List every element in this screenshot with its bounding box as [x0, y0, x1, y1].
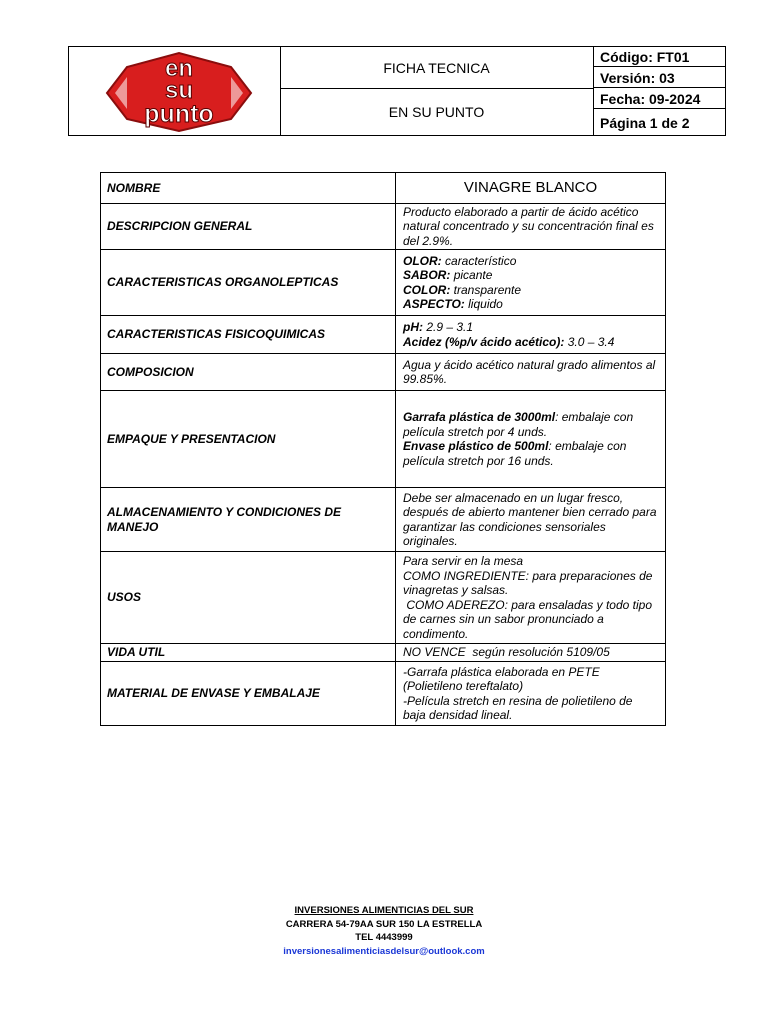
table-row [101, 662, 666, 726]
logo-text-line-2: su [164, 77, 194, 104]
table-row [101, 173, 666, 204]
company-name: INVERSIONES ALIMENTICIAS DEL SUR [294, 905, 474, 916]
nombre-value: VINAGRE BLANCO [396, 173, 666, 204]
table-row [101, 552, 666, 644]
vida-value: NO VENCE según resolución 5109/05 [396, 644, 666, 662]
document-header [68, 46, 726, 136]
ph-value: 2.9 – 3.1 [426, 320, 474, 334]
codigo-field: Código: FT01 [594, 47, 726, 67]
sabor-value: picante [453, 268, 493, 282]
olor-label: OLOR: [403, 253, 442, 268]
company-phone: TEL 4443999 [355, 932, 413, 943]
en-su-punto-logo [105, 51, 253, 133]
material-line: -Garrafa plástica elaborada en PETE (Polietileno tereftalato) [403, 664, 600, 693]
composicion-label: COMPOSICION [101, 354, 396, 391]
ph-label: pH: [403, 320, 423, 334]
aspecto-value: liquido [468, 297, 503, 311]
envase-value: : embalaje con película stretch por 16 unds. [403, 439, 627, 468]
usos-value [396, 552, 666, 644]
aspecto-label: ASPECTO: [403, 297, 465, 311]
document-control-block [594, 47, 726, 135]
garrafa-label: Garrafa plástica de 3000ml [403, 410, 556, 424]
logo-text-line-1: en [164, 55, 194, 82]
fisicoquimicas-label: CARACTERISTICAS FISICOQUIMICAS [101, 316, 396, 354]
table-row [101, 644, 666, 662]
sabor-label: SABOR: [403, 268, 451, 282]
color-label: COLOR: [403, 282, 451, 297]
fecha-field: Fecha: 09-2024 [594, 89, 726, 109]
usos-line: COMO INGREDIENTE: para preparaciones de vinagretas y salsas. [403, 568, 653, 597]
table-row [101, 391, 666, 488]
usos-line: COMO ADEREZO: para ensaladas y todo tipo de carnes sin un sabor pronunciado a condimento. [403, 597, 656, 641]
acidez-value: 3.0 – 3.4 [567, 334, 615, 349]
table-row [101, 204, 666, 250]
table-row [101, 316, 666, 354]
descripcion-label: DESCRIPCION GENERAL [101, 204, 396, 250]
usos-label: USOS [101, 552, 396, 644]
document-footer [0, 904, 768, 958]
color-value: transparente [453, 282, 522, 297]
document-subtitle: EN SU PUNTO [388, 104, 485, 120]
material-line: -Película stretch en resina de polietileno de baja densidad lineal. [403, 693, 633, 722]
usos-line: Para servir en la mesa [403, 554, 524, 568]
vida-label: VIDA UTIL [101, 644, 396, 662]
material-value [396, 662, 666, 726]
spec-table [100, 172, 666, 726]
document-title: FICHA TECNICA [280, 47, 593, 89]
acidez-label: Acidez (%p/v ácido acético): [403, 334, 565, 349]
envase-label: Envase plástico de 500ml [403, 439, 549, 453]
logo-text-line-3: punto [144, 100, 214, 128]
company-email-link[interactable]: inversionesalimenticiasdelsur@outlook.com [283, 945, 485, 957]
organolepticas-value [396, 250, 666, 316]
almacenamiento-value: Debe ser almacenado en un lugar fresco, después de abierto mantener bien cerrado para garantizar las condiciones sensoriales originales. [396, 488, 666, 552]
almacenamiento-label: ALMACENAMIENTO Y CONDICIONES DE MANEJO [101, 488, 396, 552]
version-field: Versión: 03 [594, 68, 726, 88]
table-row [101, 354, 666, 391]
table-row [101, 250, 666, 316]
material-label: MATERIAL DE ENVASE Y EMBALAJE [101, 662, 396, 726]
organolepticas-label: CARACTERISTICAS ORGANOLEPTICAS [101, 250, 396, 316]
header-title-block [280, 47, 594, 135]
descripcion-value: Producto elaborado a partir de ácido acético natural concentrado y su concentración final es del 2.9%. [396, 204, 666, 250]
table-row [101, 488, 666, 552]
nombre-label: NOMBRE [101, 173, 396, 204]
fisicoquimicas-value [396, 316, 666, 354]
empaque-value [396, 391, 666, 488]
logo-cell [69, 47, 281, 135]
garrafa-value: : embalaje con película stretch por 4 unds. [403, 410, 634, 439]
composicion-value: Agua y ácido acético natural grado alimentos al 99.85%. [396, 354, 666, 391]
empaque-label: EMPAQUE Y PRESENTACION [101, 391, 396, 488]
pagina-field: Página 1 de 2 [600, 114, 690, 131]
olor-value: característico [445, 253, 517, 268]
company-address: CARRERA 54-79AA SUR 150 LA ESTRELLA [285, 918, 483, 930]
